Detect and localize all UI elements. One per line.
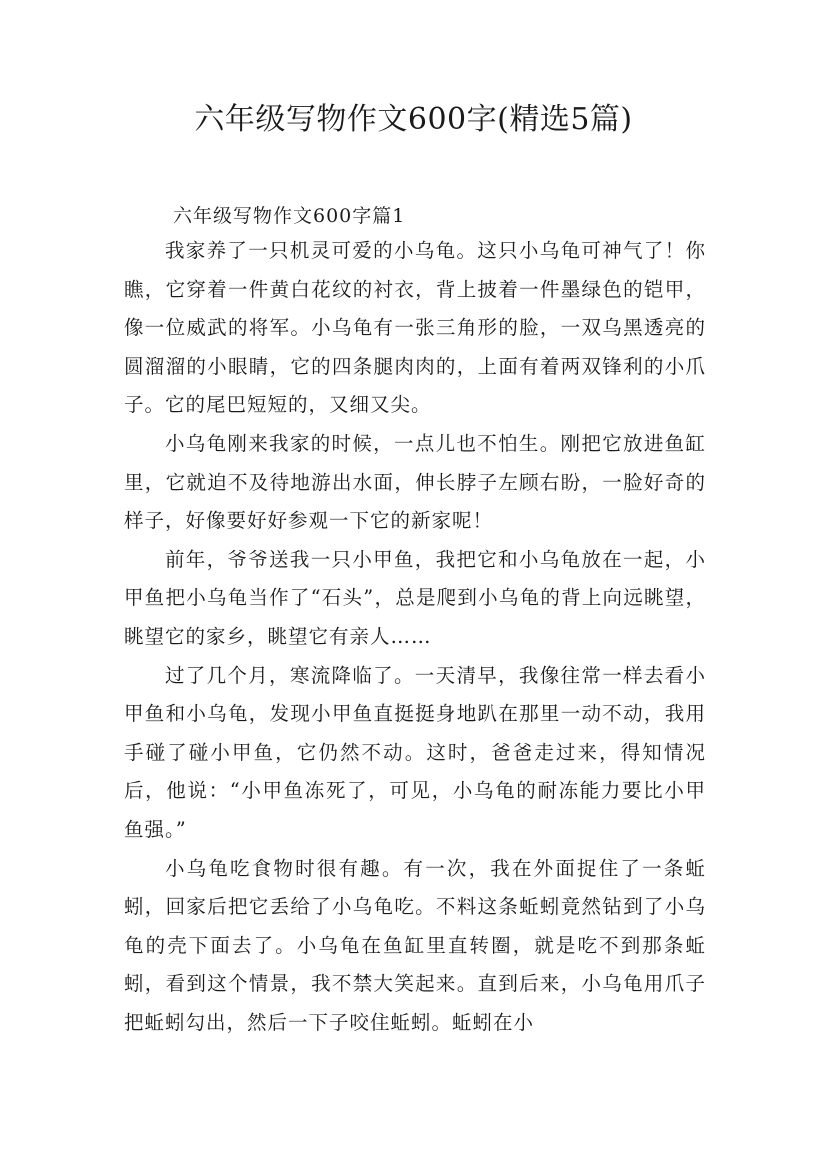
paragraph: 过了几个月，寒流降临了。一天清早，我像往常一样去看小甲鱼和小乌龟，发现小甲鱼直挺挺身地趴在那里一动不动，我用手碰了碰小甲鱼，它仍然不动。这时，爸爸走过来，得知情况后，他说：“小甲鱼冻死了，可见，小乌龟的耐冻能力要比小甲鱼强。” [124,663,706,841]
paragraph: 小乌龟刚来我家的时候，一点儿也不怕生。刚把它放进鱼缸里，它就迫不及待地游出水面，伸长脖子左顾右盼，一脸好奇的样子，好像要好好参观一下它的新家呢！ [124,431,706,533]
document-title: 六年级写物作文600字(精选5篇) [194,102,633,137]
paragraph: 前年，爷爷送我一只小甲鱼，我把它和小乌龟放在一起，小甲鱼把小乌龟当作了“石头”，总是爬到小乌龟的背上向远眺望，眺望它的家乡，眺望它有亲人…… [124,547,706,648]
section-heading: 六年级写物作文600字篇1 [173,205,406,227]
article-body [124,232,706,1042]
paragraph: 小乌龟吃食物时很有趣。有一次，我在外面捉住了一条蚯蚓，回家后把它丢给了小乌龟吃。不料这条蚯蚓竟然钻到了小乌龟的壳下面去了。小乌龟在鱼缸里直转圈，就是吃不到那条蚯蚓，看到这个情景，我不禁大笑起来。直到后来，小乌龟用爪子把蚯蚓勾出，然后一下子咬住蚯蚓。蚯蚓在小 [124,856,706,1034]
paragraph: 我家养了一只机灵可爱的小乌龟。这只小乌龟可神气了！你瞧，它穿着一件黄白花纹的衬衣，背上披着一件墨绿色的铠甲，像一位威武的将军。小乌龟有一张三角形的脸，一双乌黑透亮的圆溜溜的小眼睛，它的四条腿肉肉的，上面有着两双锋利的小爪子。它的尾巴短短的，又细又尖。 [124,239,706,417]
